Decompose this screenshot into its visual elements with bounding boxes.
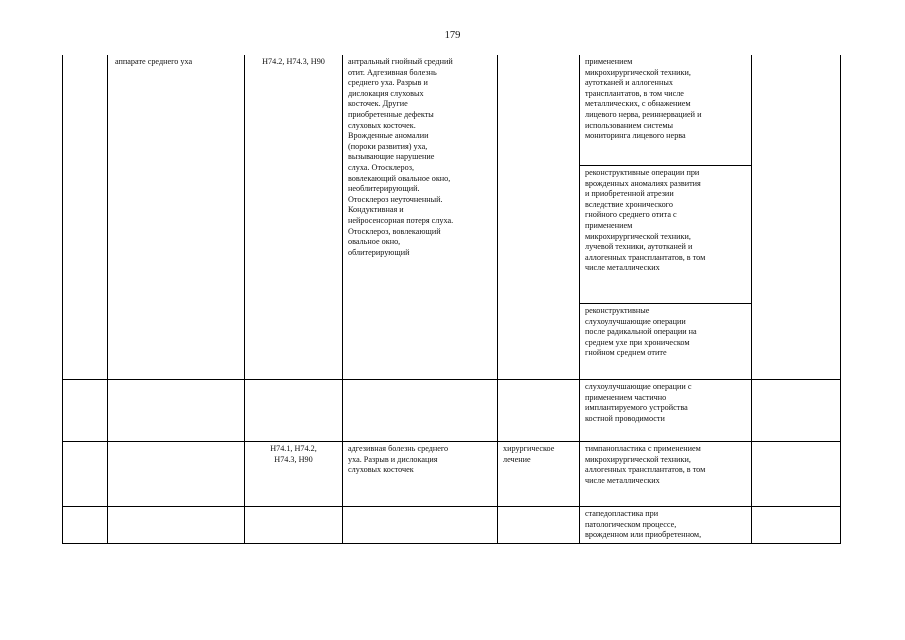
table-column-divider (342, 55, 343, 543)
table-column-divider (497, 55, 498, 543)
table-row-divider (62, 379, 841, 380)
table-cell-diagnosis: антральный гнойный средний отит. Адгезивная болезнь среднего уха. Разрыв и дислокация слуховых косточек. Другие приобретенные дефекты слуховых косточек. Врожденные аномалии (пороки развития) уха, вызывающие нарушение слуха. Отосклероз, вовлекающий овальное окно, необлитерирующий. Отосклероз неуточненный. Кондуктивная и нейросенсорная потеря слуха. Отосклероз, вовлекающий овальное окно, облитерирующий (348, 57, 454, 257)
table-row-divider (62, 506, 841, 507)
table-cell-diagnosis: адгезивная болезнь среднего уха. Разрыв и дислокация слуховых косточек (348, 444, 449, 475)
page-number: 179 (444, 30, 461, 41)
table-subrow-divider (579, 303, 752, 304)
table-cell-method: слухоулучшающие операции с применением частично имплантируемого устройства костной проводимости (585, 382, 692, 423)
table-column-divider (244, 55, 245, 543)
table-border-left (62, 55, 63, 543)
table-cell-icd-codes: H74.2, H74.3, H90 (262, 57, 325, 66)
table-border-right (840, 55, 841, 543)
table-column-divider (751, 55, 752, 543)
table-cell-method: тимпанопластика с применением микрохирургической техники, аллогенных трансплантатов, в том числе металлических (585, 444, 706, 485)
table-cell-method: реконструктивные операции при врожденных аномалиях развития и приобретенной атрезии вследствие хронического гнойного среднего отита с применением микрохирургической техники, лучевой техники, аутотканей и аллогенных трансплантатов, в том числе металлических (585, 168, 706, 273)
table-cell-method: реконструктивные слухоулучшающие операции после радикальной операции на среднем ухе при хроническом гнойном среднем отите (585, 306, 697, 358)
table-cell-condition-area: аппарате среднего уха (115, 57, 193, 66)
table-subrow-divider (579, 165, 752, 166)
table-column-divider (107, 55, 108, 543)
table-column-divider (579, 55, 580, 543)
table-border-bottom (62, 543, 841, 544)
table-row-divider (62, 441, 841, 442)
table-cell-treatment-type: хирургическое лечение (503, 444, 555, 464)
table-cell-icd-codes: H74.1, H74.2, H74.3, H90 (270, 444, 317, 464)
table-cell-method: применением микрохирургической техники, аутотканей и аллогенных трансплантатов, в том числе металлических, с обнажением лицевого нерва, реиннервацией и использованием системы мониторинга лицевого нерва (585, 57, 702, 141)
table-cell-method: стапедопластика при патологическом процессе, врожденном или приобретенном, (585, 509, 702, 540)
